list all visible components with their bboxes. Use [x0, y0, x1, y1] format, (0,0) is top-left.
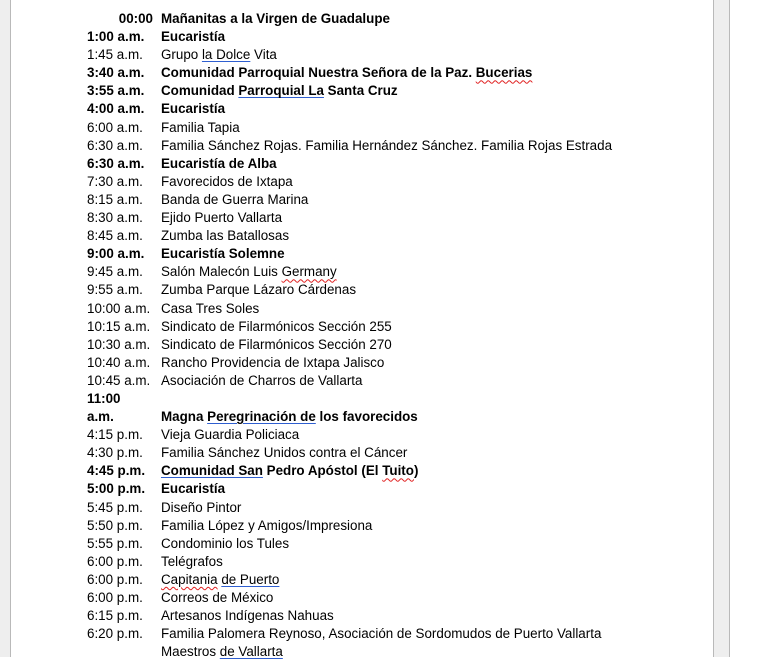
time-label: 3:55 a.m. [87, 83, 145, 99]
text-run: Vita [250, 47, 277, 63]
time-label: 10:30 a.m. [87, 336, 151, 352]
schedule-list [87, 10, 707, 661]
event-description [161, 155, 707, 173]
schedule-row [87, 607, 707, 625]
spelling-flag[interactable]: Tuito [382, 463, 414, 479]
time-label: 4:15 p.m. [87, 427, 143, 443]
schedule-row [87, 245, 707, 263]
time-label: 6:20 p.m. [87, 626, 143, 642]
text-run: Casa Tres Soles [161, 300, 260, 316]
event-description [161, 119, 707, 137]
text-run: Correos de México [161, 590, 274, 605]
schedule-row [87, 480, 707, 498]
time-label: 5:00 p.m. [87, 481, 146, 497]
time-label: 8:45 a.m. [87, 228, 143, 244]
time-label: 6:00 p.m. [87, 571, 143, 587]
text-run: Eucaristía de Alba [161, 155, 277, 171]
text-run: Diseño Pintor [161, 499, 242, 515]
event-description [161, 300, 707, 318]
schedule-row [87, 28, 707, 46]
time-label: 10:40 a.m. [87, 354, 151, 370]
time-label: 00:00 [118, 11, 153, 26]
text-run: Magna [161, 409, 208, 425]
event-description [161, 227, 707, 245]
text-run: Eucaristía [161, 101, 226, 117]
time-label: 5:45 p.m. [87, 499, 143, 515]
text-run: los favorecidos [315, 409, 418, 425]
text-run: Grupo [161, 47, 202, 63]
text-run: Asociación de Charros de Vallarta [161, 372, 363, 388]
schedule-row [87, 426, 707, 444]
schedule-row [87, 173, 707, 191]
time-label: 1:45 a.m. [87, 47, 143, 63]
text-run: Comunidad [161, 83, 239, 99]
schedule-row [87, 390, 707, 426]
time-label: 5:50 p.m. [87, 517, 143, 533]
document-page[interactable] [11, 0, 713, 660]
text-run: ) [413, 463, 419, 479]
time-label: 9:45 a.m. [87, 264, 143, 280]
event-description [161, 28, 707, 46]
event-description [161, 245, 707, 263]
text-run: Vieja Guardia Policiaca [161, 427, 300, 443]
event-description [161, 390, 707, 426]
event-description [161, 82, 707, 100]
schedule-row [87, 119, 707, 137]
text-run: Condominio los Tules [161, 535, 290, 551]
vertical-scrollbar[interactable] [713, 0, 730, 657]
event-description [161, 318, 707, 336]
event-description [161, 607, 707, 625]
schedule-row [87, 462, 707, 480]
text-run: Zumba las Batallosas [161, 228, 290, 244]
time-label: 6:00 p.m. [87, 590, 143, 605]
event-description [161, 137, 707, 155]
time-label: 4:30 p.m. [87, 445, 143, 461]
event-description [161, 372, 707, 390]
text-run: Maestros [161, 644, 220, 660]
event-description [161, 589, 707, 607]
time-label: 6:00 a.m. [87, 119, 143, 135]
event-description [161, 553, 707, 571]
grammar-flag[interactable]: Comunidad San [161, 463, 263, 479]
time-label: 6:30 a.m. [87, 137, 143, 153]
grammar-flag[interactable]: de Puerto [221, 571, 280, 587]
grammar-flag[interactable]: la Dolce [201, 47, 251, 63]
time-label: 6:30 a.m. [87, 155, 145, 171]
schedule-row [87, 137, 707, 155]
schedule-row [87, 155, 707, 173]
schedule-row [87, 263, 707, 281]
time-label: 11:00 a.m. [87, 390, 121, 425]
left-gutter [0, 0, 11, 657]
event-description [161, 281, 707, 299]
schedule-row [87, 336, 707, 354]
schedule-row [87, 517, 707, 535]
schedule-row [87, 589, 707, 607]
time-label: 9:55 a.m. [87, 282, 143, 298]
spelling-flag[interactable]: Capitania [161, 571, 218, 587]
time-label: 5:55 p.m. [87, 535, 143, 551]
text-run: Sindicato de Filarmónicos Sección 270 [161, 336, 392, 352]
schedule-row [87, 10, 707, 28]
grammar-flag[interactable]: Parroquial La [238, 83, 324, 99]
grammar-flag[interactable]: Peregrinación de [207, 409, 316, 425]
event-description [161, 10, 707, 28]
time-label: 8:30 a.m. [87, 210, 143, 226]
grammar-flag[interactable]: de Vallarta [219, 644, 283, 660]
event-description [161, 625, 707, 661]
spelling-flag[interactable]: Bucerias [475, 65, 533, 81]
schedule-row [87, 191, 707, 209]
schedule-row [87, 227, 707, 245]
text-run: Banda de Guerra Marina [161, 191, 309, 207]
time-label: 1:00 a.m. [87, 29, 145, 45]
time-label: 10:15 a.m. [87, 318, 151, 334]
time-label: 10:00 a.m. [87, 300, 151, 316]
text-run: Eucaristía [161, 29, 226, 45]
text-run: Rancho Providencia de Ixtapa Jalisco [161, 354, 385, 370]
event-description [161, 191, 707, 209]
event-description [161, 444, 707, 462]
event-description [161, 354, 707, 372]
event-description [161, 209, 707, 227]
text-run: Zumba Parque Lázaro Cárdenas [161, 282, 357, 298]
time-label: 7:30 a.m. [87, 173, 143, 189]
event-description [161, 173, 707, 191]
time-label: 4:00 a.m. [87, 101, 145, 117]
text-run: Mañanitas a la Virgen de Guadalupe [161, 11, 390, 26]
event-description [161, 517, 707, 535]
text-run: Santa Cruz [323, 83, 398, 99]
text-run: Artesanos Indígenas Nahuas [161, 608, 334, 624]
schedule-row [87, 553, 707, 571]
schedule-row [87, 64, 707, 82]
text-run: Salón Malecón Luis [161, 264, 282, 280]
schedule-row [87, 281, 707, 299]
event-description [161, 263, 707, 281]
schedule-row [87, 46, 707, 64]
text-run: Familia López y Amigos/Impresiona [161, 517, 373, 533]
schedule-row [87, 100, 707, 118]
event-description [161, 462, 707, 480]
text-run: Familia Sánchez Unidos contra el Cáncer [161, 445, 408, 461]
event-description [161, 426, 707, 444]
spelling-flag[interactable]: Germany [281, 264, 337, 280]
schedule-row [87, 318, 707, 336]
schedule-row [87, 571, 707, 589]
event-description [161, 46, 707, 64]
text-run: Ejido Puerto Vallarta [161, 210, 283, 226]
schedule-row [87, 625, 707, 661]
time-label: 6:00 p.m. [87, 553, 143, 569]
schedule-row [87, 372, 707, 390]
event-description [161, 571, 707, 589]
time-label: 4:45 p.m. [87, 463, 146, 479]
event-description [161, 336, 707, 354]
schedule-row [87, 300, 707, 318]
schedule-row [87, 535, 707, 553]
schedule-row [87, 354, 707, 372]
text-run: Telégrafos [161, 553, 223, 569]
event-description [161, 64, 707, 82]
text-run: Familia Sánchez Rojas. Familia Hernández Sánchez. Familia Rojas Estrada [161, 137, 613, 153]
event-description [161, 499, 707, 517]
text-run: Familia Palomera Reynoso, Asociación de Sordomudos de Puerto Vallarta [161, 626, 602, 642]
time-label: 8:15 a.m. [87, 191, 143, 207]
time-label: 10:45 a.m. [87, 372, 151, 388]
text-run: Sindicato de Filarmónicos Sección 255 [161, 318, 392, 334]
text-run: Comunidad Parroquial Nuestra Señora de la Paz. [161, 65, 476, 81]
text-run: Favorecidos de Ixtapa [161, 173, 293, 189]
time-label: 6:15 p.m. [87, 608, 143, 624]
schedule-row [87, 499, 707, 517]
schedule-row [87, 444, 707, 462]
schedule-row [87, 82, 707, 100]
event-description [161, 535, 707, 553]
time-label: 3:40 a.m. [87, 65, 145, 81]
schedule-row [87, 209, 707, 227]
event-description [161, 100, 707, 118]
text-run: Familia Tapia [161, 119, 240, 135]
text-run: Eucaristía [161, 481, 226, 497]
time-label: 9:00 a.m. [87, 246, 145, 262]
event-description [161, 480, 707, 498]
text-run: Pedro Apóstol (El [262, 463, 383, 479]
text-run: Eucaristía Solemne [161, 246, 285, 262]
